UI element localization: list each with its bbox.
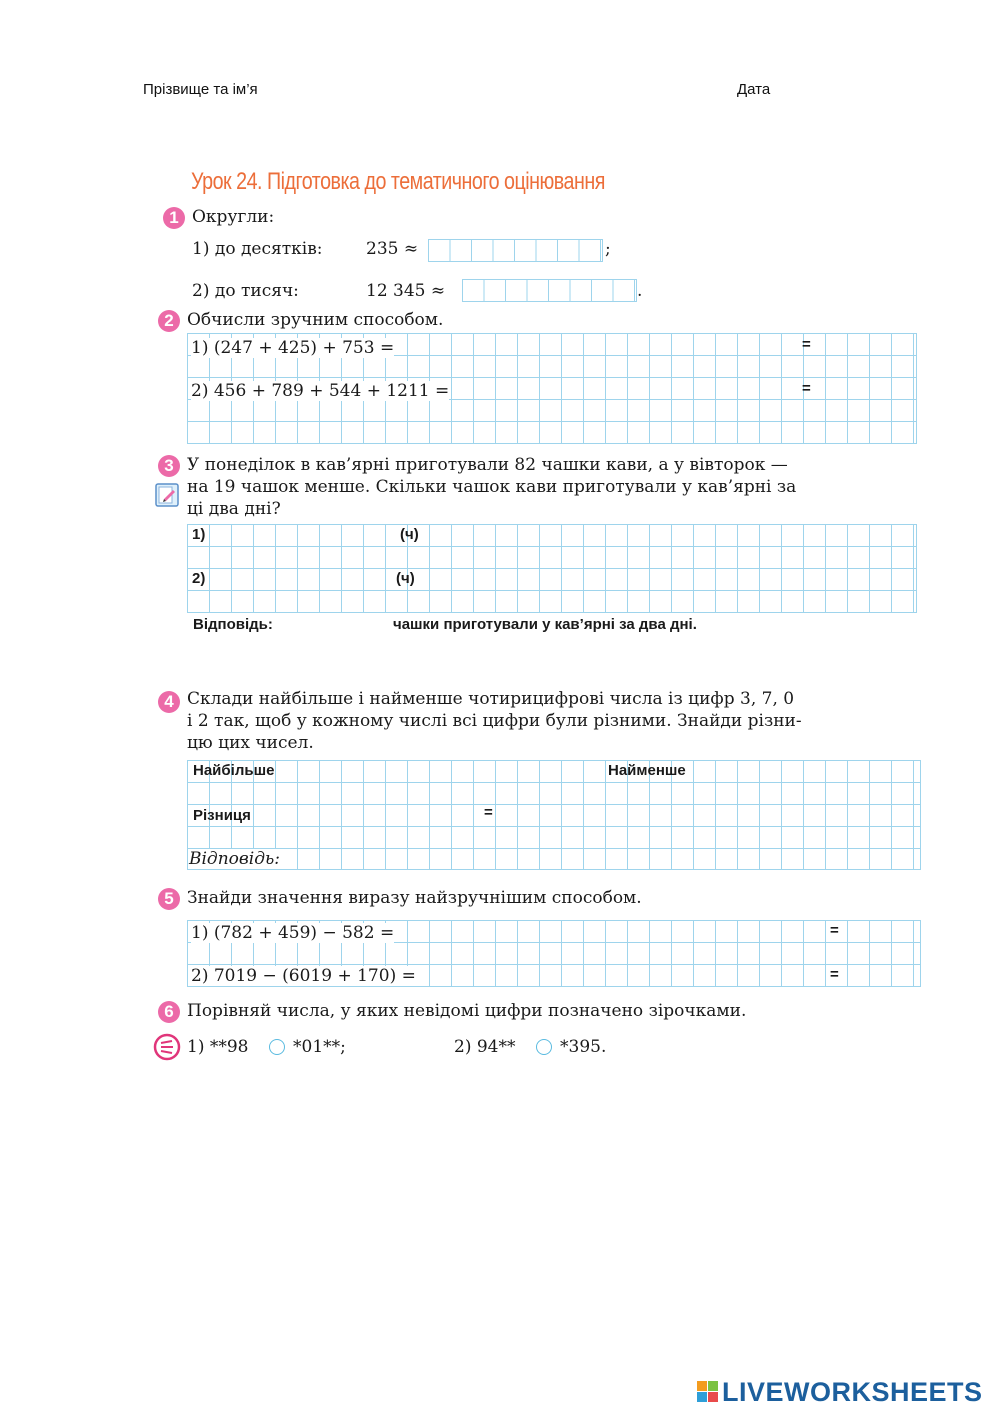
task3-step-1: 1) [192, 526, 206, 543]
task1-line1-expr: 235 ≈ [366, 239, 419, 259]
task-number-badge: 4 [158, 691, 180, 713]
task4-smallest-label: Найменше [608, 762, 686, 779]
task2-equals-1: = [802, 336, 811, 353]
task6-item2-left: 2) 94** [454, 1037, 516, 1057]
task4-work-grid[interactable] [187, 760, 921, 870]
task6-item2-right: *395. [560, 1037, 607, 1057]
task4-answer-label: Відповідь: [189, 849, 280, 869]
task6-heading: Порівняй числа, у яких невідомі цифри позначено зірочками. [187, 1001, 747, 1021]
task1-line1-prefix: 1) до десятків: [192, 239, 323, 259]
task4-text-line-1: Склади найбільше і найменше чотирицифрові числа із цифр 3, 7, 0 [187, 689, 795, 709]
task6-compare-input-2[interactable] [536, 1039, 552, 1055]
task6-item1-left: 1) **98 [187, 1037, 249, 1057]
task1-heading: Округли: [192, 207, 275, 227]
task3-text-line-3: ці два дні? [187, 499, 281, 519]
task3-step-2: 2) [192, 570, 206, 587]
task-number-badge: 1 [163, 207, 185, 229]
task3-answer-label: Відповідь: [193, 616, 273, 633]
task5-equals-2: = [830, 966, 839, 983]
notebook-icon [155, 483, 179, 507]
task3-unit-1: (ч) [400, 526, 419, 543]
task-number-badge: 5 [158, 888, 180, 910]
task1-line1-end: ; [605, 239, 611, 259]
task5-expression-1: 1) (782 + 459) − 582 = [191, 923, 395, 943]
lesson-title: Урок 24. Підготовка до тематичного оцінювання [191, 168, 605, 195]
name-label: Прізвище та ім’я [143, 81, 258, 98]
task5-expression-2: 2) 7019 − (6019 + 170) = [191, 966, 416, 986]
task3-text-line-1: У понеділок в кав’ярні приготували 82 чашки кави, а у вівторок — [187, 455, 788, 475]
task1-answer1-input[interactable] [428, 239, 603, 262]
date-label: Дата [737, 81, 771, 98]
task4-equals: = [484, 804, 493, 821]
task3-answer-tail: чашки приготували у кав’ярні за два дні. [393, 616, 697, 633]
task6-item1-right: *01**; [293, 1037, 346, 1057]
task-number-badge: 3 [158, 455, 180, 477]
task4-difference-label: Різниця [193, 807, 251, 824]
liveworksheets-brand: LIVEWORKSHEETS [722, 1377, 983, 1407]
task1-line2-expr: 12 345 ≈ [366, 281, 446, 301]
task4-largest-label: Найбільше [193, 762, 275, 779]
task5-equals-1: = [830, 922, 839, 939]
task-number-badge: 6 [158, 1001, 180, 1023]
task1-line2-end: . [637, 281, 643, 301]
task2-expression-1: 1) (247 + 425) + 753 = [191, 338, 395, 358]
compare-icon [153, 1033, 181, 1061]
task6-compare-input-1[interactable] [269, 1039, 285, 1055]
task3-unit-2: (ч) [396, 570, 415, 587]
task1-answer2-input[interactable] [462, 279, 637, 302]
task5-heading: Знайди значення виразу найзручнішим способом. [187, 888, 642, 908]
task4-text-line-3: цю цих чисел. [187, 733, 314, 753]
task3-text-line-2: на 19 чашок менше. Скільки чашок кави приготували у кав’ярні за [187, 477, 797, 497]
liveworksheets-logo-icon [697, 1381, 719, 1403]
task2-expression-2: 2) 456 + 789 + 544 + 1211 = [191, 381, 450, 401]
task3-work-grid[interactable] [187, 524, 917, 613]
task2-equals-2: = [802, 380, 811, 397]
task1-line2-prefix: 2) до тисяч: [192, 281, 299, 301]
task2-heading: Обчисли зручним способом. [187, 310, 444, 330]
task-number-badge: 2 [158, 310, 180, 332]
task4-text-line-2: і 2 так, щоб у кожному числі всі цифри були різними. Знайди різни- [187, 711, 802, 731]
